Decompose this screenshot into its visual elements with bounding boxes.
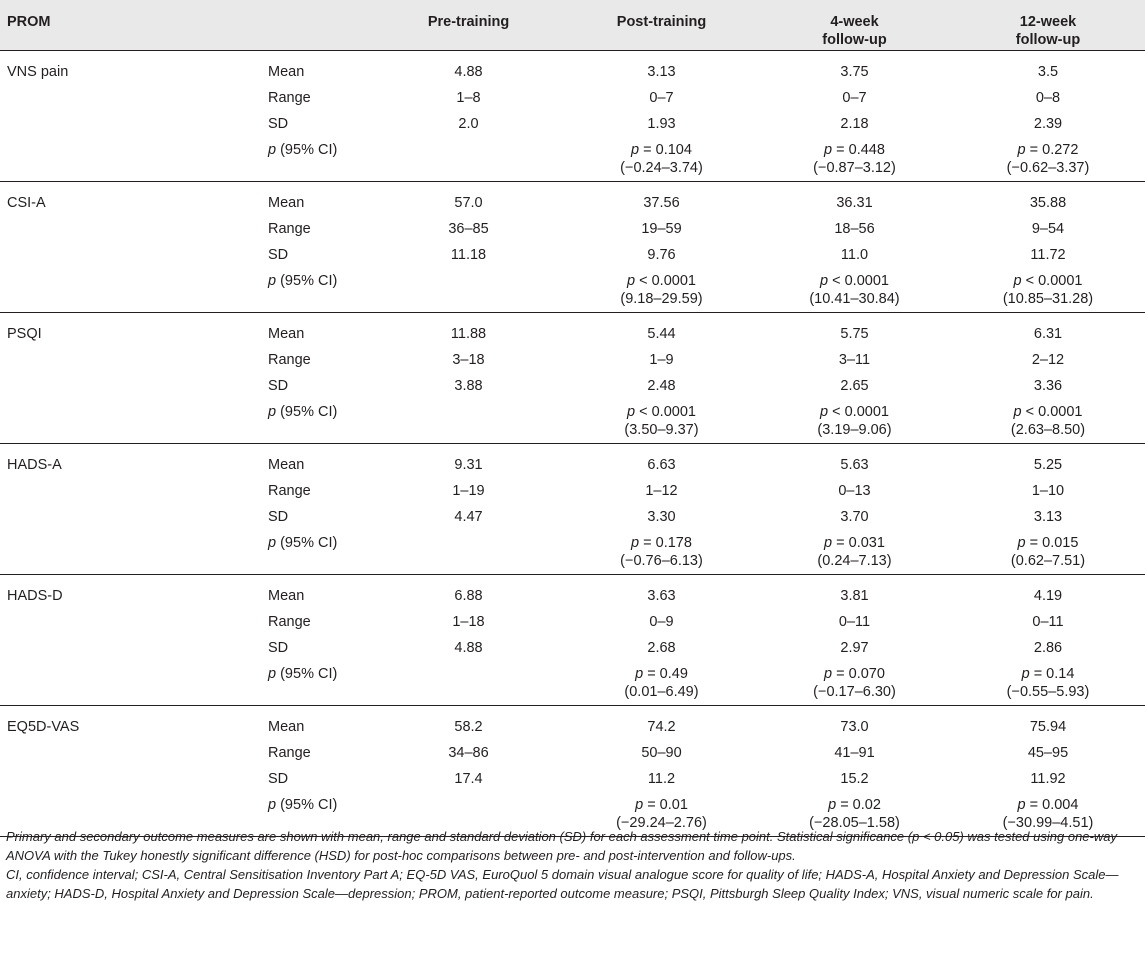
mean-value: 3.13: [647, 63, 676, 80]
sd-value: 3.36: [1033, 378, 1063, 394]
mean-value: 6.88: [454, 587, 483, 604]
stat-label-mean: Mean: [268, 325, 305, 342]
mean-value: 74.2: [647, 718, 676, 735]
p-value: p = 0.01 (−29.24–2.76): [616, 797, 707, 831]
prom-empty: [0, 504, 262, 530]
table-row: [0, 373, 1145, 399]
mean-value: 58.2: [454, 718, 483, 735]
table-body: [0, 50, 1145, 836]
mean-value: 5.44: [647, 325, 676, 342]
range-value: 34–86: [448, 745, 489, 761]
prom-name: VNS pain: [7, 63, 69, 80]
sd-value: 2.48: [647, 378, 676, 394]
table-row: [0, 268, 1145, 312]
mean-value: 5.25: [1033, 456, 1063, 473]
mean-value: 3.5: [1037, 63, 1059, 80]
table-row: [0, 242, 1145, 268]
mean-value: 73.0: [840, 718, 869, 735]
p-value-empty: [372, 530, 565, 574]
sd-value: 3.70: [840, 509, 869, 525]
stat-label-mean: Mean: [268, 587, 305, 604]
stat-label-p: p (95% CI): [268, 404, 338, 420]
prom-empty: [0, 766, 262, 792]
table-row: [0, 504, 1145, 530]
stat-label-sd: SD: [268, 509, 289, 525]
stat-label-mean: Mean: [268, 63, 305, 80]
range-value: 3–11: [838, 352, 871, 368]
stat-label-range: Range: [268, 221, 311, 237]
prom-empty: [0, 216, 262, 242]
mean-value: 9.31: [454, 456, 483, 473]
stat-label-p: p (95% CI): [268, 666, 338, 682]
prom-empty: [0, 137, 262, 181]
stat-label-range: Range: [268, 614, 311, 630]
prom-empty: [0, 530, 262, 574]
mean-value: 35.88: [1029, 194, 1067, 211]
p-value: p = 0.015 (0.62–7.51): [1010, 535, 1086, 569]
table-row: [0, 661, 1145, 705]
prom-empty: [0, 661, 262, 705]
prom-empty: [0, 609, 262, 635]
stat-label-range: Range: [268, 90, 311, 106]
prom-empty: [0, 478, 262, 504]
prom-empty: [0, 242, 262, 268]
range-value: 0–7: [649, 90, 674, 106]
range-value: 2–12: [1031, 352, 1065, 368]
p-value: p = 0.49 (0.01–6.49): [624, 666, 699, 700]
sd-value: 9.76: [647, 247, 676, 263]
mean-value: 11.88: [450, 325, 487, 342]
sd-value: 11.72: [1030, 247, 1066, 263]
range-value: 50–90: [641, 745, 682, 761]
mean-value: 3.75: [840, 63, 869, 80]
table-row: [0, 347, 1145, 373]
range-value: 0–13: [838, 483, 871, 499]
sd-value: 2.18: [840, 116, 869, 132]
sd-value: 17.4: [454, 771, 483, 787]
p-value: p < 0.0001 (2.63–8.50): [1010, 404, 1086, 438]
p-value-empty: [372, 137, 565, 181]
stat-label-mean: Mean: [268, 456, 305, 473]
p-value: p < 0.0001 (3.19–9.06): [817, 404, 892, 438]
p-value: p = 0.14 (−0.55–5.93): [1006, 666, 1090, 700]
mean-value: 37.56: [643, 194, 680, 211]
prom-name: CSI-A: [7, 194, 46, 211]
prom-empty: [0, 740, 262, 766]
prom-empty: [0, 347, 262, 373]
table-row: [0, 530, 1145, 574]
stat-label-p: p (95% CI): [268, 797, 338, 813]
mean-value: 4.19: [1033, 587, 1063, 604]
sd-value: 2.68: [647, 640, 676, 656]
range-value: 0–8: [1035, 90, 1061, 106]
table-row: [0, 216, 1145, 242]
range-value: 18–56: [834, 221, 875, 237]
range-value: 1–19: [452, 483, 485, 499]
sd-value: 15.2: [840, 771, 869, 787]
stat-label-mean: Mean: [268, 194, 305, 211]
table-row: [0, 478, 1145, 504]
p-value: p = 0.448 (−0.87–3.12): [813, 142, 896, 176]
stat-label-sd: SD: [268, 378, 289, 394]
p-value: p < 0.0001 (10.41–30.84): [809, 273, 900, 307]
stat-label-p: p (95% CI): [268, 273, 338, 289]
header-row: [0, 0, 1145, 50]
prom-empty: [0, 635, 262, 661]
mean-value: 36.31: [836, 194, 873, 211]
header-12-week-follow-up: 12-week follow-up: [1015, 14, 1081, 48]
prom-empty: [0, 399, 262, 443]
sd-value: 2.65: [840, 378, 869, 394]
table-row: [0, 574, 1145, 609]
stat-label-mean: Mean: [268, 718, 305, 735]
header-pre-training: Pre-training: [427, 14, 510, 30]
sd-value: 11.0: [840, 247, 869, 263]
p-value: p = 0.031 (0.24–7.13): [817, 535, 892, 569]
p-value-empty: [372, 399, 565, 443]
sd-value: 2.0: [458, 116, 479, 132]
p-value: p = 0.272 (−0.62–3.37): [1006, 142, 1090, 176]
prom-empty: [0, 268, 262, 312]
table-row: [0, 766, 1145, 792]
header-4-week-follow-up: 4-week follow-up: [822, 14, 887, 48]
range-value: 1–9: [649, 352, 674, 368]
stat-label-sd: SD: [268, 247, 289, 263]
header-prom: PROM: [7, 14, 51, 30]
range-value: 0–7: [842, 90, 867, 106]
prom-name: EQ5D-VAS: [7, 718, 80, 735]
p-value: p = 0.104 (−0.24–3.74): [620, 142, 703, 176]
table-row: [0, 705, 1145, 740]
p-value: p = 0.070 (−0.17–6.30): [813, 666, 896, 700]
p-value: p = 0.178 (−0.76–6.13): [620, 535, 703, 569]
mean-value: 5.75: [840, 325, 869, 342]
p-value: p < 0.0001 (9.18–29.59): [620, 273, 703, 307]
range-value: 1–10: [1031, 483, 1065, 499]
footnote-abbreviations: CI, confidence interval; CSI-A, Central Sensitisation Inventory Part A; EQ-5D VAS, EuroQuol 5 domain visual analogue score for quality of life; HADS-A, Hospital Anxiety and Depression Scale—anxiety; HADS-D, Hospital Anxiety and Depression Scale—depression; PROM, patient-reported outcome measure; PSQI, Pittsburgh Sleep Quality Index; VNS, visual numeric scale for pain.: [6, 867, 1119, 901]
prom-name: PSQI: [7, 325, 42, 342]
range-value: 0–11: [1032, 614, 1064, 630]
sd-value: 11.92: [1030, 771, 1066, 787]
mean-value: 57.0: [454, 194, 483, 211]
sd-value: 2.97: [840, 640, 869, 656]
table-row: [0, 740, 1145, 766]
range-value: 9–54: [1031, 221, 1065, 237]
sd-value: 11.2: [647, 771, 676, 787]
range-value: 41–91: [834, 745, 875, 761]
table-footnotes: [0, 827, 1145, 903]
table-row: [0, 635, 1145, 661]
table-row: [0, 443, 1145, 478]
sd-value: 4.47: [454, 509, 483, 525]
table-row: [0, 609, 1145, 635]
footnote-methods: Primary and secondary outcome measures are shown with mean, range and standard deviation (SD) for each assessment time point. Statistical significance (p < 0.05) was tested using one-way ANOVA with the Tukey honestly significant difference (HSD) for post-hoc comparisons between pre- and post-intervention and follow-ups.: [6, 829, 1117, 863]
p-value-empty: [372, 268, 565, 312]
p-value: p = 0.004 (−30.99–4.51): [1002, 797, 1094, 831]
sd-value: 4.88: [454, 640, 483, 656]
mean-value: 5.63: [840, 456, 869, 473]
range-value: 0–11: [838, 614, 871, 630]
header-post-training: Post-training: [616, 14, 707, 30]
mean-value: 4.88: [454, 63, 483, 80]
prom-name: HADS-D: [7, 587, 63, 604]
stat-label-sd: SD: [268, 771, 289, 787]
p-value-empty: [372, 661, 565, 705]
table-row: [0, 399, 1145, 443]
stat-label-range: Range: [268, 483, 311, 499]
prom-empty: [0, 373, 262, 399]
p-value: p < 0.0001 (3.50–9.37): [624, 404, 699, 438]
mean-value: 6.31: [1033, 325, 1063, 342]
prom-empty: [0, 111, 262, 137]
stat-label-range: Range: [268, 745, 311, 761]
range-value: 1–18: [452, 614, 485, 630]
prom-name: HADS-A: [7, 456, 62, 473]
prom-empty: [0, 85, 262, 111]
table-row: [0, 181, 1145, 216]
range-value: 3–18: [452, 352, 485, 368]
range-value: 1–8: [456, 90, 481, 106]
range-value: 0–9: [649, 614, 674, 630]
mean-value: 75.94: [1029, 718, 1067, 735]
mean-value: 6.63: [647, 456, 676, 473]
mean-value: 3.63: [647, 587, 676, 604]
stat-label-sd: SD: [268, 116, 289, 132]
range-value: 1–12: [645, 483, 678, 499]
header-stat: [262, 0, 372, 50]
stat-label-range: Range: [268, 352, 311, 368]
mean-value: 3.81: [840, 587, 869, 604]
sd-value: 2.39: [1033, 116, 1063, 132]
sd-value: 3.13: [1033, 509, 1063, 525]
table-row: [0, 111, 1145, 137]
table-row: [0, 85, 1145, 111]
sd-value: 2.86: [1033, 640, 1063, 656]
range-value: 45–95: [1027, 745, 1069, 761]
table-row: [0, 137, 1145, 181]
stat-label-p: p (95% CI): [268, 535, 338, 551]
p-value: p = 0.02 (−28.05–1.58): [809, 797, 900, 831]
stat-label-p: p (95% CI): [268, 142, 338, 158]
sd-value: 3.88: [454, 378, 483, 394]
table-row: [0, 312, 1145, 347]
range-value: 36–85: [448, 221, 489, 237]
stat-label-sd: SD: [268, 640, 289, 656]
table-row: [0, 50, 1145, 85]
range-value: 19–59: [641, 221, 682, 237]
sd-value: 1.93: [647, 116, 676, 132]
p-value: p < 0.0001 (10.85–31.28): [1002, 273, 1094, 307]
sd-value: 11.18: [450, 247, 487, 263]
sd-value: 3.30: [647, 509, 676, 525]
